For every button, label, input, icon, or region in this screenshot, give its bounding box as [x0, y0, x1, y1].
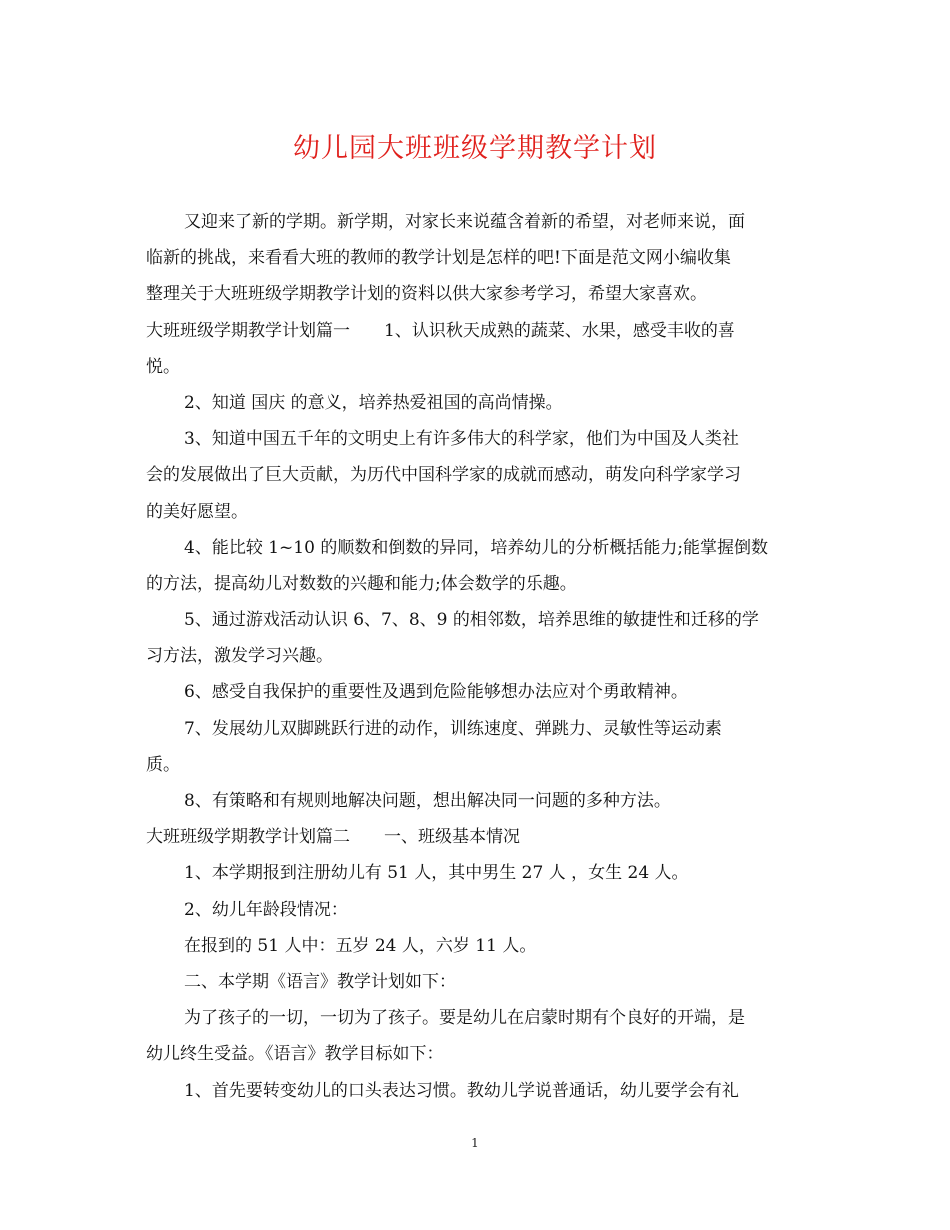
- paragraph-line: 又迎来了新的学期。新学期，对家长来说蕴含着新的希望，对老师来说，面: [184, 212, 745, 232]
- paragraph-line: 整理关于大班班级学期教学计划的资料以供大家参考学习，希望大家喜欢。: [146, 284, 707, 305]
- paragraph-line: 二、本学期《语言》教学计划如下：: [184, 971, 456, 992]
- paragraph-line: 大班班级学期教学计划篇二 一、班级基本情况: [146, 827, 520, 848]
- paragraph-line: 会的发展做出了巨大贡献，为历代中国科学家的成就而感动，萌发向科学家学习: [146, 465, 741, 486]
- paragraph-line: 4、能比较 1~10 的顺数和倒数的异同，培养幼儿的分析概括能力;能掌握倒数: [184, 537, 769, 558]
- page-number: 1: [471, 1136, 479, 1150]
- document-title: 幼儿园大班班级学期教学计划: [293, 133, 657, 164]
- paragraph-line: 2、幼儿年龄段情况：: [184, 899, 348, 920]
- paragraph-line: 大班班级学期教学计划篇一 1、认识秋天成熟的蔬菜、水果，感受丰收的喜: [146, 320, 735, 341]
- paragraph-line: 习方法，激发学习兴趣。: [146, 646, 333, 667]
- paragraph-line: 2、知道 国庆 的意义，培养热爱祖国的高尚情操。: [184, 392, 563, 413]
- paragraph-line: 6、感受自我保护的重要性及遇到危险能够想办法应对个勇敢精神。: [184, 682, 688, 703]
- paragraph-line: 质。: [146, 754, 180, 775]
- paragraph-line: 3、知道中国五千年的文明史上有许多伟大的科学家，他们为中国及人类社: [184, 429, 739, 450]
- paragraph-line: 的方法，提高幼儿对数数的兴趣和能力;体会数学的乐趣。: [146, 573, 577, 594]
- paragraph-line: 5、通过游戏活动认识 6、7、8、9 的相邻数，培养思维的敏捷性和迁移的学: [184, 610, 759, 631]
- paragraph-line: 为了孩子的一切，一切为了孩子。要是幼儿在启蒙时期有个良好的开端，是: [184, 1008, 745, 1029]
- paragraph-line: 8、有策略和有规则地解决问题，想出解决同一问题的多种方法。: [184, 791, 671, 811]
- document-body: [146, 204, 811, 1109]
- paragraph-line: 1、首先要转变幼儿的口头表达习惯。教幼儿学说普通话，幼儿要学会有礼: [184, 1080, 739, 1101]
- paragraph-line: 在报到的 51 人中：五岁 24 人，六岁 11 人。: [184, 935, 537, 956]
- paragraph-line: 幼儿终生受益。《语言》教学目标如下：: [146, 1044, 444, 1065]
- paragraph-line: 7、发展幼儿双脚跳跃行进的动作，训练速度、弹跳力、灵敏性等运动素: [184, 718, 722, 739]
- paragraph-line: 的美好愿望。: [146, 501, 248, 522]
- paragraph-line: 1、本学期报到注册幼儿有 51 人，其中男生 27 人 ，女生 24 人。: [184, 863, 689, 884]
- paragraph-line: 悦。: [146, 356, 180, 377]
- paragraph-line: 临新的挑战，来看看大班的教师的教学计划是怎样的吧!下面是范文网小编收集: [146, 248, 731, 269]
